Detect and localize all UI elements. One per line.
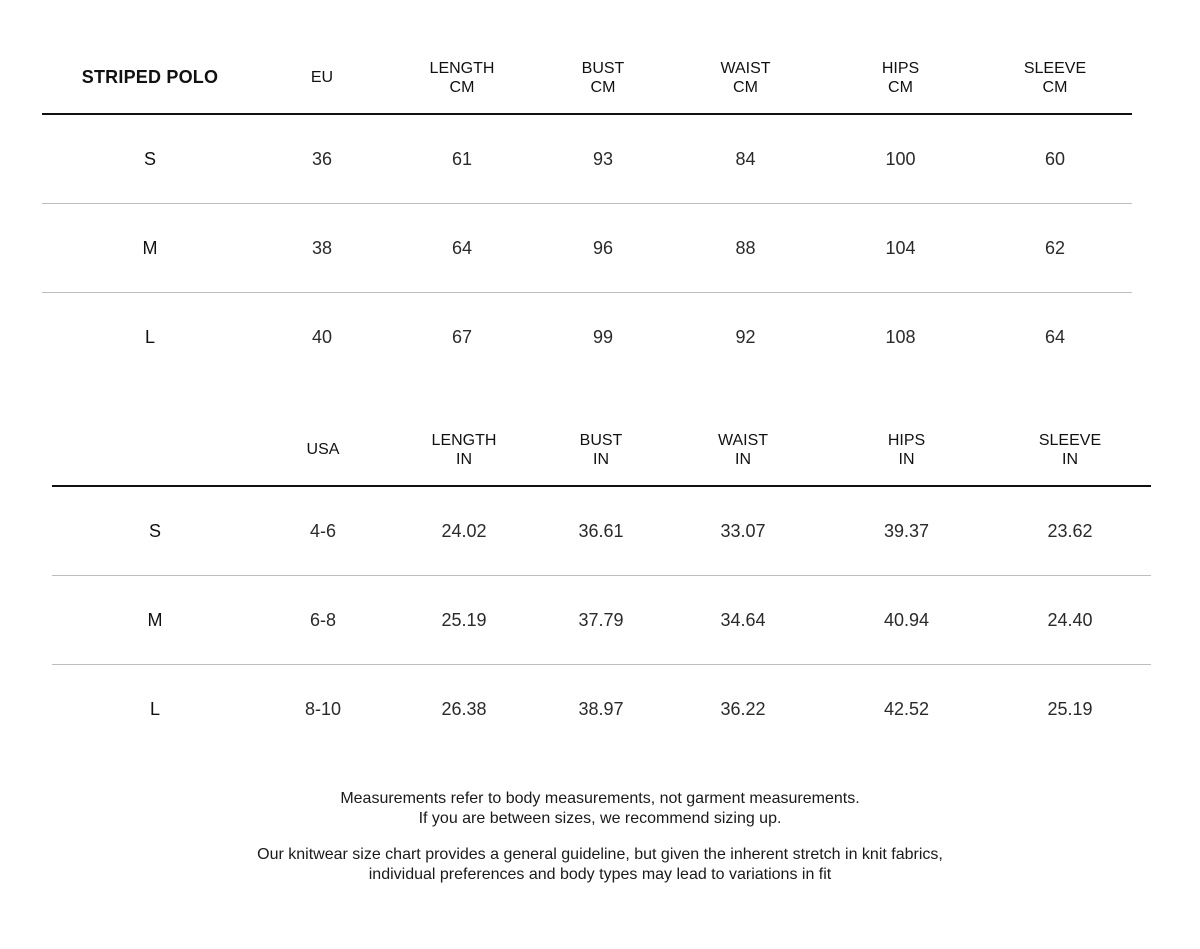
cell-waist: 84 xyxy=(668,114,823,204)
note-line: individual preferences and body types may lead to variations in fit xyxy=(368,865,832,883)
cell-length: 25.19 xyxy=(388,576,540,665)
column-header-unit: CM xyxy=(590,78,616,96)
cell-sleeve: 62 xyxy=(978,204,1132,293)
table-row-m xyxy=(52,576,1151,665)
cell-waist: 88 xyxy=(668,204,823,293)
column-header-unit: IN xyxy=(898,450,915,468)
column-header-label: USA xyxy=(306,441,340,458)
column-header-waist xyxy=(662,414,824,486)
cell-sleeve: 24.40 xyxy=(989,576,1151,665)
column-header-label: LENGTH xyxy=(429,59,495,77)
column-header-unit: IN xyxy=(593,450,609,468)
cell-sleeve: 25.19 xyxy=(1047,698,1093,719)
measurement-note xyxy=(0,789,1200,828)
column-header-label: HIPS xyxy=(881,59,920,77)
size-label: S xyxy=(42,114,258,204)
product-title: STRIPED POLO xyxy=(42,42,258,114)
column-header-label: SLEEVE xyxy=(1038,431,1102,449)
column-header-sleeve xyxy=(989,414,1151,486)
cell-usa: 4-6 xyxy=(258,486,388,576)
column-header-label: LENGTH xyxy=(431,431,497,449)
cell-waist: 33.07 xyxy=(662,486,824,576)
knitwear-note xyxy=(0,845,1200,884)
cell-bust: 37.79 xyxy=(540,576,662,665)
column-header-unit: CM xyxy=(888,78,913,96)
size-label: L xyxy=(144,326,155,347)
size-table-cm xyxy=(42,42,1132,381)
column-header-bust xyxy=(540,414,662,486)
note-line: Our knitwear size chart provides a general guideline, but given the inherent stretch in knit fabrics, xyxy=(257,846,943,863)
cell-usa: 8-10 xyxy=(304,698,342,719)
column-header-hips xyxy=(823,42,978,114)
size-label: M xyxy=(52,576,258,665)
table-row-l xyxy=(42,293,1132,382)
size-notes xyxy=(0,789,1200,901)
column-header-unit: CM xyxy=(733,78,758,96)
cell-sleeve: 23.62 xyxy=(989,486,1151,576)
cell-length: 61 xyxy=(386,114,538,204)
column-header-unit: IN xyxy=(1062,450,1078,468)
column-header-length xyxy=(388,414,540,486)
table-row-l xyxy=(52,665,1151,754)
cell-length: 67 xyxy=(451,326,473,347)
column-header-usa xyxy=(258,414,388,486)
column-header-label: EU xyxy=(310,69,334,86)
cell-eu: 40 xyxy=(311,326,333,347)
column-header-label: WAIST xyxy=(717,431,769,449)
column-header-unit: IN xyxy=(456,450,472,468)
column-header-waist xyxy=(668,42,823,114)
column-header-label: SLEEVE xyxy=(1023,59,1087,77)
cell-bust: 38.97 xyxy=(578,698,624,719)
header-row xyxy=(52,414,1151,486)
column-header-bust xyxy=(538,42,668,114)
cell-length: 24.02 xyxy=(388,486,540,576)
column-header-label: HIPS xyxy=(887,431,926,449)
cell-bust: 96 xyxy=(538,204,668,293)
cell-length: 64 xyxy=(386,204,538,293)
header-row xyxy=(42,42,1132,114)
size-table-in xyxy=(52,414,1151,753)
cell-hips: 104 xyxy=(823,204,978,293)
cell-eu: 38 xyxy=(258,204,386,293)
column-header-eu xyxy=(258,42,386,114)
cell-hips: 100 xyxy=(823,114,978,204)
column-header-unit: CM xyxy=(449,78,475,96)
cell-usa: 6-8 xyxy=(258,576,388,665)
column-header-length xyxy=(386,42,538,114)
cell-waist: 34.64 xyxy=(662,576,824,665)
cell-waist: 92 xyxy=(735,326,756,347)
column-header-unit: IN xyxy=(735,450,751,468)
note-line: If you are between sizes, we recommend sizing up. xyxy=(418,809,782,827)
cell-sleeve: 64 xyxy=(1044,326,1066,347)
column-header-unit: CM xyxy=(1042,78,1068,96)
table-row-m xyxy=(42,204,1132,293)
column-header-sleeve xyxy=(978,42,1132,114)
note-line: Measurements refer to body measurements, not garment measurements. xyxy=(340,790,860,807)
cell-length: 26.38 xyxy=(441,698,487,719)
cell-bust: 99 xyxy=(592,326,614,347)
cell-sleeve: 60 xyxy=(978,114,1132,204)
cell-hips: 42.52 xyxy=(883,698,930,719)
table-row-s xyxy=(52,486,1151,576)
size-label: L xyxy=(149,698,160,719)
product-title xyxy=(52,414,258,486)
size-label: S xyxy=(52,486,258,576)
size-label: M xyxy=(42,204,258,293)
cell-bust: 36.61 xyxy=(540,486,662,576)
table-row-s xyxy=(42,114,1132,204)
column-header-label: BUST xyxy=(581,59,625,77)
cell-hips: 40.94 xyxy=(824,576,989,665)
cell-hips: 39.37 xyxy=(824,486,989,576)
cell-bust: 93 xyxy=(538,114,668,204)
cell-eu: 36 xyxy=(258,114,386,204)
cell-waist: 36.22 xyxy=(720,698,766,719)
column-header-hips xyxy=(824,414,989,486)
cell-hips: 108 xyxy=(885,326,916,347)
column-header-label: WAIST xyxy=(720,59,771,77)
column-header-label: BUST xyxy=(579,431,623,449)
